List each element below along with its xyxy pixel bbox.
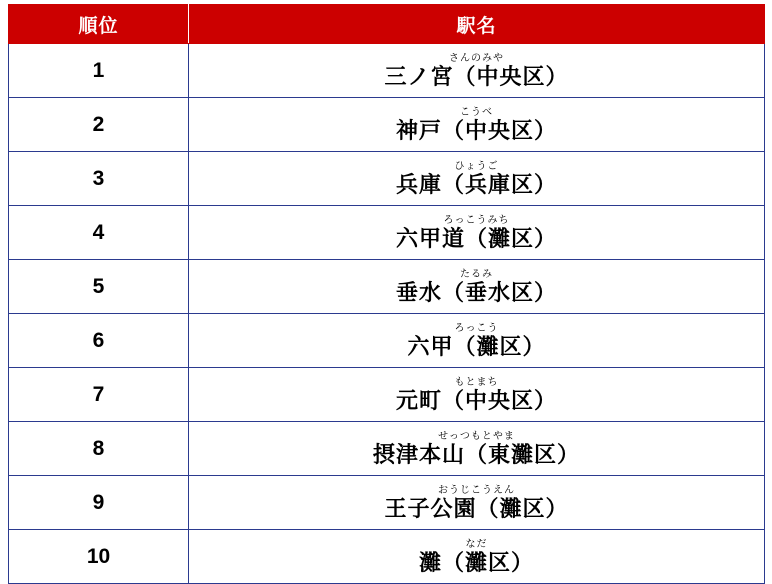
- station-base-row: [384, 496, 568, 521]
- station-base-row: [407, 334, 545, 359]
- station-name: 灘: [418, 549, 442, 575]
- station-ward: （中央区）: [442, 117, 558, 143]
- furigana: ろっこう: [454, 322, 499, 334]
- furigana-row: [384, 484, 568, 496]
- rank-value: 10: [9, 530, 189, 584]
- furigana: ろっこうみち: [443, 214, 510, 226]
- table-body: [9, 44, 765, 584]
- station-name: 摂津本山: [372, 441, 465, 467]
- column-header-station: 駅名: [189, 5, 765, 44]
- furigana: せっつもとやま: [438, 430, 515, 442]
- station-name-ruby-block: [396, 214, 557, 252]
- station-name-cell: [189, 152, 765, 206]
- furigana: こうべ: [460, 106, 493, 118]
- table-row: [9, 368, 765, 422]
- rank-value: 5: [9, 260, 189, 314]
- furigana-row: [384, 52, 568, 64]
- station-name-ruby-block: [419, 538, 534, 576]
- station-name-ruby-block: [407, 322, 545, 360]
- rank-value: 7: [9, 368, 189, 422]
- station-name-cell: [189, 44, 765, 98]
- station-ward: （灘区）: [476, 495, 569, 521]
- station-name-cell: [189, 368, 765, 422]
- furigana: なだ: [465, 538, 488, 550]
- furigana-row: [396, 160, 557, 172]
- station-name-cell: [189, 206, 765, 260]
- furigana: もとまち: [454, 376, 499, 388]
- station-name-cell: [189, 530, 765, 584]
- rank-value: 2: [9, 98, 189, 152]
- station-base-row: [384, 64, 568, 89]
- station-name-cell: [189, 422, 765, 476]
- station-name-ruby-block: [396, 376, 557, 414]
- station-name: 三ノ宮: [384, 63, 454, 89]
- table-row: [9, 152, 765, 206]
- station-ward: （灘区）: [465, 225, 558, 251]
- rank-value: 9: [9, 476, 189, 530]
- furigana: おうじこうえん: [438, 484, 515, 496]
- furigana-row: [419, 538, 534, 550]
- station-name-ruby-block: [373, 430, 580, 468]
- station-ranking-table: [8, 4, 765, 584]
- station-ward: （灘区）: [453, 333, 546, 359]
- rank-value: 3: [9, 152, 189, 206]
- station-name-ruby-block: [396, 106, 557, 144]
- station-name: 六甲道: [395, 225, 465, 251]
- station-name: 六甲: [407, 333, 454, 359]
- station-name: 神戸: [395, 117, 442, 143]
- station-name: 王子公園: [384, 495, 477, 521]
- furigana: たるみ: [460, 268, 493, 280]
- station-ward: （灘区）: [442, 549, 535, 575]
- station-ward: （垂水区）: [442, 279, 558, 305]
- furigana: さんのみや: [449, 52, 504, 64]
- table-header-row: [9, 5, 765, 44]
- furigana-row: [396, 214, 557, 226]
- furigana-row: [396, 268, 557, 280]
- table-row: [9, 206, 765, 260]
- station-name-cell: [189, 476, 765, 530]
- station-base-row: [396, 118, 557, 143]
- table-row: [9, 314, 765, 368]
- furigana-row: [396, 376, 557, 388]
- station-name-cell: [189, 314, 765, 368]
- station-base-row: [396, 280, 557, 305]
- station-name-cell: [189, 98, 765, 152]
- station-name-ruby-block: [384, 52, 568, 90]
- station-name: 元町: [395, 387, 442, 413]
- station-base-row: [396, 172, 557, 197]
- table-row: [9, 44, 765, 98]
- table-row: [9, 422, 765, 476]
- station-name-cell: [189, 260, 765, 314]
- rank-value: 6: [9, 314, 189, 368]
- station-name: 兵庫: [395, 171, 442, 197]
- station-name: 垂水: [395, 279, 442, 305]
- table-row: [9, 530, 765, 584]
- rank-value: 1: [9, 44, 189, 98]
- rank-value: 4: [9, 206, 189, 260]
- station-base-row: [396, 388, 557, 413]
- station-base-row: [373, 442, 580, 467]
- table-row: [9, 476, 765, 530]
- table-row: [9, 98, 765, 152]
- column-header-rank: 順位: [9, 5, 189, 44]
- station-name-ruby-block: [396, 160, 557, 198]
- furigana: ひょうご: [454, 160, 499, 172]
- furigana-row: [373, 430, 580, 442]
- station-ward: （東灘区）: [465, 441, 581, 467]
- station-ward: （兵庫区）: [442, 171, 558, 197]
- station-base-row: [419, 550, 534, 575]
- furigana-row: [396, 106, 557, 118]
- rank-value: 8: [9, 422, 189, 476]
- station-ward: （中央区）: [442, 387, 558, 413]
- station-name-ruby-block: [384, 484, 568, 522]
- table-row: [9, 260, 765, 314]
- station-ward: （中央区）: [453, 63, 569, 89]
- station-name-ruby-block: [396, 268, 557, 306]
- furigana-row: [407, 322, 545, 334]
- table-header: [9, 5, 765, 44]
- station-base-row: [396, 226, 557, 251]
